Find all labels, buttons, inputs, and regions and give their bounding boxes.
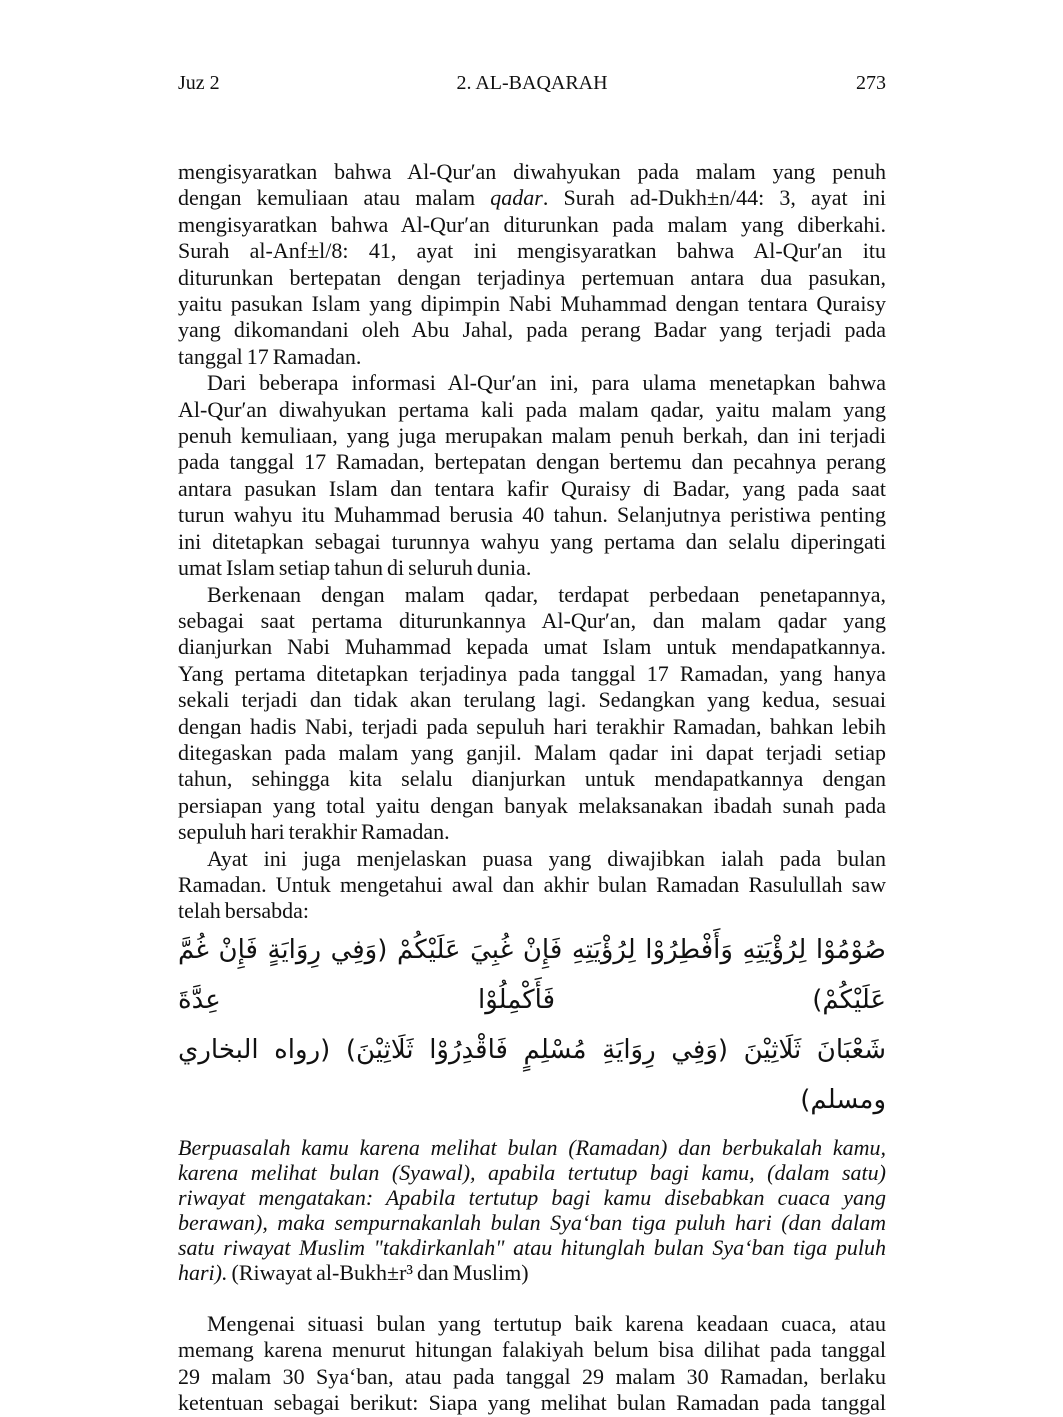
text-line: pada tanggal 17 Ramadan, bertepatan dengan bertemu dan pecahnya perang (178, 449, 886, 475)
italic-text: satu riwayat Muslim "takdirkanlah" atau hitunglah bulan Sya‘ban tiga puluh (178, 1234, 886, 1260)
text-line: sebagai saat pertama diturunkannya Al-Qur′an, dan malam qadar yang (178, 607, 886, 633)
text-line: tahun, sehingga kita selalu dianjurkan untuk mendapatkannya dengan (178, 766, 886, 792)
text-line: dengan hadis Nabi, terjadi pada sepuluh hari terakhir Ramadan, bahkan lebih (178, 713, 886, 739)
text-line: Ayat ini juga menjelaskan puasa yang diwajibkan ialah pada bulan (207, 845, 886, 871)
text-line: tanggal 17 Ramadan. (178, 343, 362, 369)
page-body (178, 159, 886, 1416)
hadith-translation (178, 1135, 886, 1285)
italic-text: berawan), maka sempurnakanlah bulan Sya‘ban tiga puluh hari (dan dalam (178, 1209, 886, 1235)
text-line (178, 1160, 886, 1185)
text-line (178, 1135, 886, 1160)
text-line: sekali terjadi dan tidak akan terulang lagi. Sedangkan yang kedua, sesuai (178, 687, 886, 713)
juz-label: Juz 2 (178, 72, 220, 94)
italic-text: riwayat mengatakan: Apabila tertutup bagi kamu disebabkan cuaca yang (178, 1184, 886, 1210)
text-line: 29 malam 30 Sya‘ban, atau pada tanggal 29 malam 30 Ramadan, berlaku (178, 1363, 886, 1389)
text-line: Berkenaan dengan malam qadar, terdapat perbedaan penetapannya, (207, 581, 886, 607)
text-line: sepuluh hari terakhir Ramadan. (178, 819, 450, 845)
text-line: Al-Qur′an diwahyukan pertama kali pada malam qadar, yaitu malam yang (178, 396, 886, 422)
text-line: penuh kemuliaan, yang juga merupakan malam penuh berkah, dan ini terjadi (178, 423, 886, 449)
text-line: Ramadan. Untuk mengetahui awal dan akhir bulan Ramadan Rasulullah saw (178, 871, 886, 897)
text-line (178, 1210, 886, 1235)
text-line: ketentuan sebagai berikut: Siapa yang melihat bulan Ramadan pada tanggal (178, 1390, 886, 1415)
italic-text: Berpuasalah kamu karena melihat bulan (Ramadan) dan berbukalah kamu, (178, 1134, 886, 1160)
text-line: memang karena menurut hitungan falakiyah belum bisa dilihat pada tanggal (178, 1337, 886, 1363)
text-segment: . Surah ad-Dukh±n/44: 3, ayat ini (542, 185, 886, 211)
running-header (178, 72, 886, 98)
page-number: 273 (856, 72, 886, 94)
text-line: mengisyaratkan bahwa Al-Qur′an diturunkan pada malam yang diberkahi. (178, 211, 886, 237)
italic-text: hari). (178, 1259, 228, 1285)
text-line: turun wahyu itu Muhammad berusia 40 tahun. Selanjutnya peristiwa penting (178, 502, 886, 528)
paragraph (178, 582, 886, 846)
text-line (178, 1185, 886, 1210)
text-line: telah bersabda: (178, 898, 310, 924)
text-line: mengisyaratkan bahwa Al-Qur′an diwahyukan pada malam yang penuh (178, 159, 886, 184)
text-line: persiapan yang total yaitu dengan banyak melaksanakan ibadah sunah pada (178, 792, 886, 818)
text-line: antara pasukan Islam dan tentara kafir Quraisy di Badar, yang pada saat (178, 475, 886, 501)
text-line: Dari beberapa informasi Al-Qur′an ini, para ulama menetapkan bahwa (207, 370, 886, 396)
text-line: Mengenai situasi bulan yang tertutup baik karena keadaan cuaca, atau (207, 1310, 886, 1336)
italic-text: qadar (490, 185, 543, 211)
text-line (178, 1235, 886, 1260)
text-line: diturunkan bertepatan dengan terjadinya pertemuan antara dua pasukan, (178, 264, 886, 290)
text-line: Yang pertama ditetapkan terjadinya pada tanggal 17 Ramadan, yang hanya (178, 660, 886, 686)
text-line: dianjurkan Nabi Muhammad kepada umat Islam untuk mendapatkannya. (178, 634, 886, 660)
text-line: yaitu pasukan Islam yang dipimpin Nabi Muhammad dengan tentara Quraisy (178, 291, 886, 317)
hadith-arabic (178, 925, 886, 1125)
paragraph (178, 846, 886, 925)
text-line: umat Islam setiap tahun di seluruh dunia. (178, 555, 532, 581)
paragraph (178, 370, 886, 581)
text-segment: dengan kemuliaan atau malam (178, 185, 491, 211)
italic-text: karena melihat bulan (Syawal), apabila tertutup bagi kamu, (dalam satu) (178, 1159, 886, 1185)
paragraph-gap (178, 1285, 886, 1311)
arabic-line: صُوْمُوْا لِرُؤْيَتِهِ وَأَفْطِرُوْا لِرُؤْيَتِهِ فَإِنْ غُبِيَ عَلَيْكُمْ (وَفِي رِوَايَةٍ فَإِنْ غُمَّ عَلَيْكُمْ) فَأَكْمِلُوْا عِدَّةَ (178, 934, 886, 1015)
text-line: ditegaskan pada malam yang ganjil. Malam qadar ini dapat terjadi setiap (178, 739, 886, 765)
text-line (178, 1260, 886, 1285)
text-segment: (Riwayat al-Bukh±r³ dan Muslim) (227, 1259, 529, 1285)
text-line: yang dikomandani oleh Abu Jahal, pada perang Badar yang terjadi pada (178, 317, 886, 343)
paragraph (178, 159, 886, 370)
text-line: ini ditetapkan sebagai turunnya wahyu yang pertama dan selalu diperingati (178, 528, 886, 554)
text-line (178, 185, 886, 211)
surah-title: 2. AL-BAQARAH (456, 72, 608, 94)
text-line: Surah al-Anf±l/8: 41, ayat ini mengisyaratkan bahwa Al-Qur′an itu (178, 238, 886, 264)
paragraph (178, 1311, 886, 1417)
arabic-line: شَعْبَانَ ثَلَاثِيْنَ (وَفِي رِوَايَةِ مُسْلِمٍ فَاقْدِرُوْا ثَلَاثِيْنَ) (رواه البخاري ومسلم) (178, 1034, 886, 1115)
